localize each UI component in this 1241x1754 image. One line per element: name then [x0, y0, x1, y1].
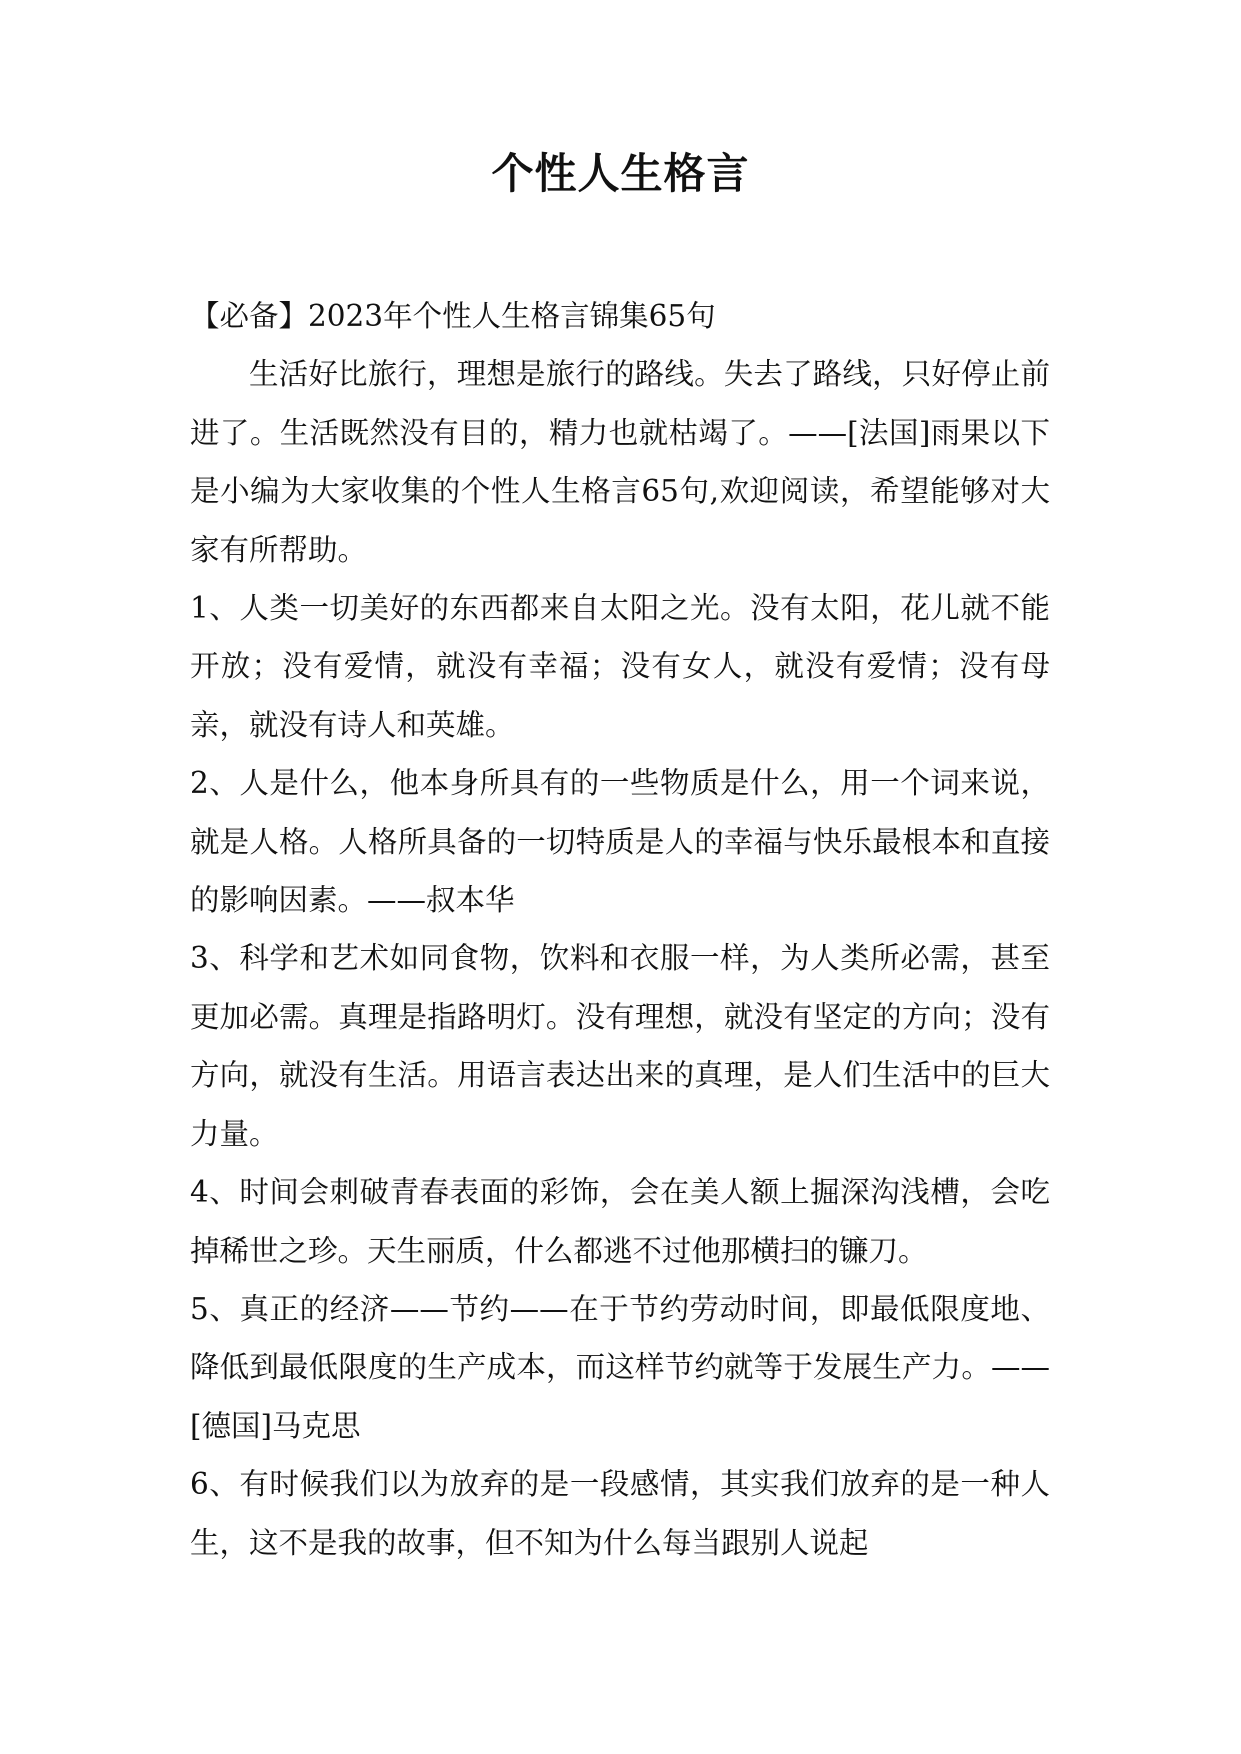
quote-paragraph-3: 3、科学和艺术如同食物，饮料和衣服一样，为人类所必需，甚至更加必需。真理是指路明灯。没有理想，就没有坚定的方向；没有方向，就没有生活。用语言表达出来的真理，是人们生活中的巨大力量。 — [190, 941, 1050, 1151]
document-body — [190, 287, 1050, 1572]
quote-paragraph-2: 2、人是什么，他本身所具有的一些物质是什么，用一个词来说，就是人格。人格所具备的一切特质是人的幸福与快乐最根本和直接的影响因素。——叔本华 — [190, 766, 1050, 918]
quote-paragraph-6: 6、有时候我们以为放弃的是一段感情，其实我们放弃的是一种人生，这不是我的故事，但不知为什么每当跟别人说起 — [190, 1467, 1050, 1560]
quote-paragraph-5: 5、真正的经济——节约——在于节约劳动时间，即最低限度地、降低到最低限度的生产成本，而这样节约就等于发展生产力。——[德国]马克思 — [190, 1291, 1050, 1443]
quote-paragraph-4: 4、时间会刺破青春表面的彩饰，会在美人额上掘深沟浅槽，会吃掉稀世之珍。天生丽质，什么都逃不过他那横扫的镰刀。 — [190, 1175, 1050, 1268]
quote-paragraph-1: 1、人类一切美好的东西都来自太阳之光。没有太阳，花儿就不能开放；没有爱情，就没有幸福；没有女人，就没有爱情；没有母亲，就没有诗人和英雄。 — [190, 591, 1050, 742]
document-title: 个性人生格言 — [491, 149, 750, 198]
document-heading: 【必备】2023年个性人生格言锦集65句 — [190, 299, 716, 333]
intro-paragraph: 生活好比旅行，理想是旅行的路线。失去了路线，只好停止前进了。生活既然没有目的，精力也就枯竭了。——[法国]雨果以下是小编为大家收集的个性人生格言65句,欢迎阅读，希望能够对大家有所帮助。 — [190, 357, 1050, 567]
